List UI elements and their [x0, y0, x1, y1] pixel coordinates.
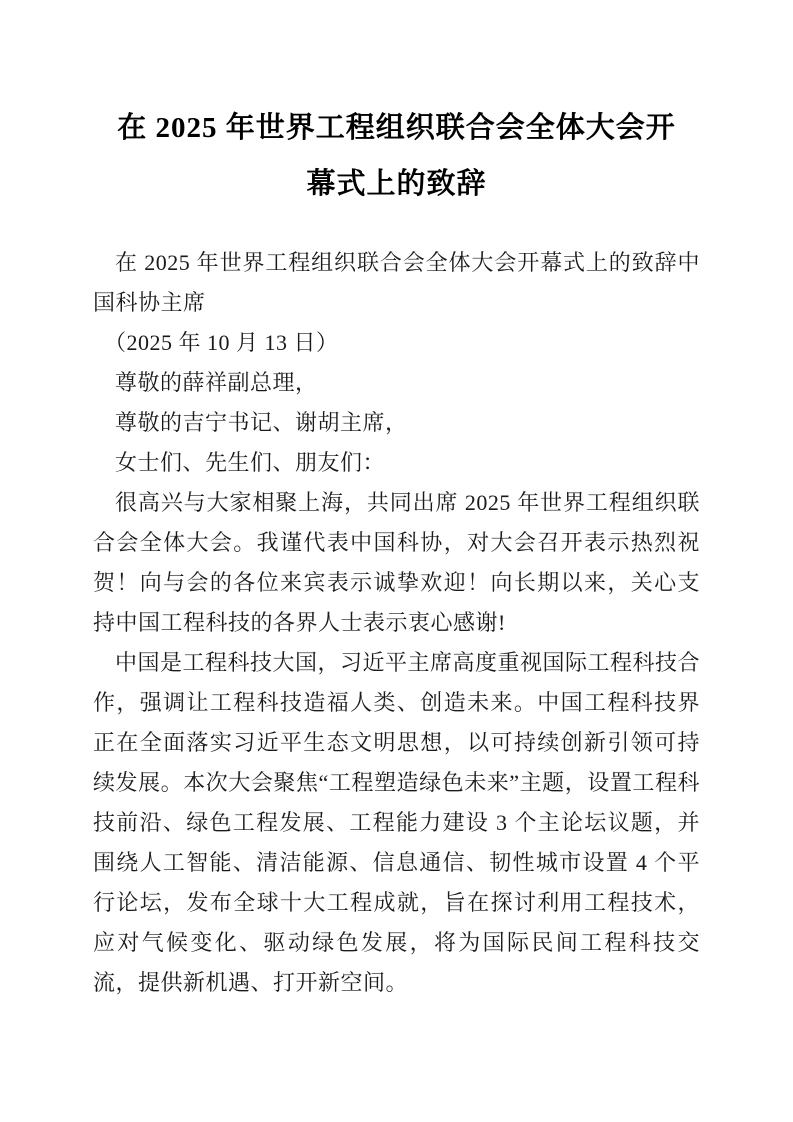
- paragraph-main-body: 中国是工程科技大国，习近平主席高度重视国际工程科技合作，强调让工程科技造福人类、创造未来。中国工程科技界正在全面落实习近平生态文明思想，以可持续创新引领可持续发展。本次大会聚焦“工程塑造绿色未来”主题，设置工程科技前沿、绿色工程发展、工程能力建设 3 个主论坛议题，并围绕人工智能、清洁能源、信息通信、韧性城市设置 4 个平行论坛，发布全球十大工程成就，旨在探讨利用工程技术，应对气候变化、驱动绿色发展，将为国际民间工程科技交流，提供新机遇、打开新空间。: [93, 650, 701, 995]
- title-line-1: 在 2025 年世界工程组织联合会全体大会开: [117, 112, 676, 144]
- document-title: [93, 100, 700, 212]
- paragraph-greeting: 很高兴与大家相聚上海，共同出席 2025 年世界工程组织联合会全体大会。我谨代表中国科协，对大会召开表示热烈祝贺！向与会的各位来宾表示诚挚欢迎！向长期以来，关心支持中国工程科技的各界人士表示衷心感谢!: [93, 490, 700, 635]
- paragraph-date: （2025 年 10 月 13 日）: [104, 330, 339, 355]
- paragraph-salutation-2: 尊敬的吉宁书记、谢胡主席，: [115, 410, 408, 435]
- document-body: [93, 243, 700, 1003]
- title-line-2: 幕式上的致辞: [306, 168, 487, 200]
- paragraph-salutation-1: 尊敬的薛祥副总理，: [115, 370, 318, 395]
- paragraph-byline: 在 2025 年世界工程组织联合会全体大会开幕式上的致辞中国科协主席: [93, 250, 700, 315]
- paragraph-salutation-3: 女士们、先生们、朋友们：: [115, 450, 386, 475]
